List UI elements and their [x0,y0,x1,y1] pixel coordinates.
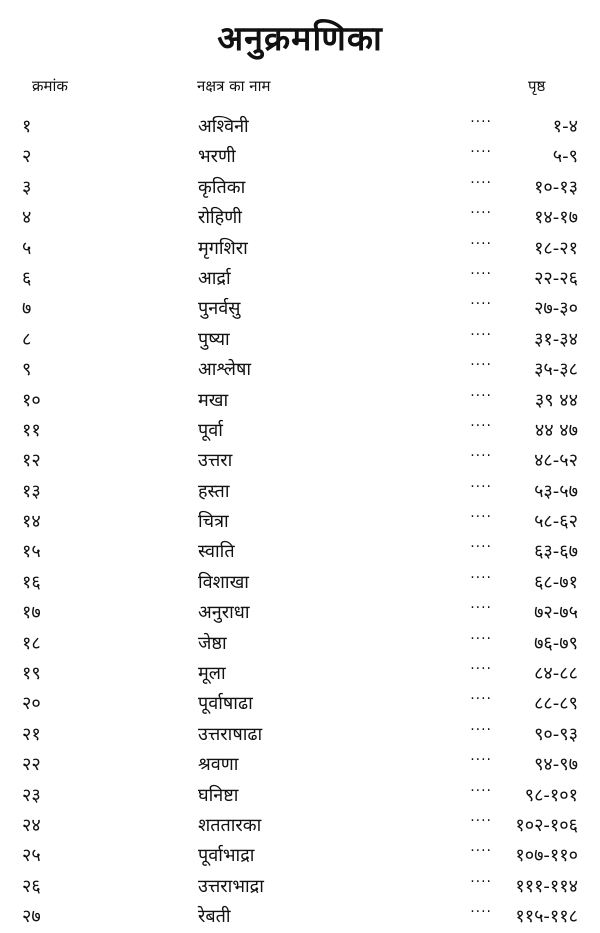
leader-dots: ···· [470,235,492,252]
nakshatra-name: पूर्वाषाढा [198,693,253,715]
leader-dots: ···· [470,904,492,921]
list-item [0,477,600,507]
serial-number: २४ [22,814,41,836]
page-range: ९०-९३ [534,723,578,745]
index-list [0,112,600,933]
nakshatra-name: पुनर्वसु [198,298,241,320]
page-range: १०-१३ [534,176,578,198]
list-item [0,841,600,871]
serial-number: २५ [22,845,41,867]
page-column-header: पृष्ठ [528,77,546,95]
nakshatra-name: पूर्वा [198,419,223,441]
nakshatra-name: रेबती [198,906,231,928]
nakshatra-name: अश्विनी [198,116,249,137]
leader-dots: ···· [470,630,492,647]
leader-dots: ···· [470,205,492,222]
list-item [0,659,600,689]
name-column-header: नक्षत्र का नाम [197,77,271,95]
serial-number: ८ [22,328,32,350]
serial-number: ७ [22,298,32,320]
list-item [0,689,600,719]
list-item [0,750,600,780]
nakshatra-name: शततारका [198,814,262,836]
nakshatra-name: पूर्वाभाद्रा [198,845,255,867]
nakshatra-name: उत्तराभाद्रा [198,875,264,897]
nakshatra-name: भरणी [198,146,236,168]
serial-column-header: क्रमांक [32,77,68,95]
leader-dots: ···· [470,114,492,130]
leader-dots: ···· [470,873,492,890]
leader-dots: ···· [470,417,492,434]
leader-dots: ···· [470,752,492,769]
page-range: ३५-३८ [534,359,578,381]
page-range: ३१-३४ [534,328,578,350]
serial-number: ११ [22,419,41,441]
serial-number: ४ [22,207,32,229]
page-range: १०७-११० [515,845,578,867]
serial-number: २३ [22,784,41,806]
page-range: १११-११४ [515,875,578,897]
page-range: २७-३० [534,298,578,320]
serial-number: १६ [22,571,41,593]
nakshatra-name: घनिष्टा [198,784,239,806]
list-item [0,446,600,476]
list-item [0,416,600,446]
list-item [0,720,600,750]
nakshatra-name: अनुराधा [198,602,250,624]
serial-number: ६ [22,267,32,289]
serial-number: १२ [22,450,41,472]
list-item [0,355,600,385]
page-range: २२-२६ [534,267,578,289]
page-range: १-४ [552,116,578,137]
serial-number: ५ [22,237,32,259]
serial-number: १८ [22,632,41,654]
leader-dots: ···· [470,448,492,465]
leader-dots: ···· [470,691,492,708]
list-item [0,507,600,537]
list-item [0,234,600,264]
list-item [0,142,600,172]
list-item [0,264,600,294]
serial-number: १७ [22,602,41,624]
list-item [0,173,600,203]
nakshatra-name: पुष्या [198,328,230,350]
serial-number: १४ [22,511,41,533]
page-range: ७६-७९ [534,632,578,654]
page-range: ४४ ४७ [534,419,578,441]
page-range: १८-२१ [534,237,578,259]
page-range: ६८-७१ [534,571,578,593]
leader-dots: ···· [470,782,492,799]
nakshatra-name: जेष्ठा [198,632,227,654]
list-item [0,781,600,811]
list-item [0,386,600,416]
leader-dots: ···· [470,539,492,556]
page-range: ५८-६२ [534,511,578,533]
leader-dots: ···· [470,478,492,495]
leader-dots: ···· [470,357,492,374]
serial-number: २ [22,146,32,168]
serial-number: २१ [22,723,41,745]
serial-number: १० [22,389,41,411]
leader-dots: ···· [470,721,492,738]
leader-dots: ···· [470,387,492,404]
page-range: ४८-५२ [534,450,578,472]
list-item [0,294,600,324]
nakshatra-name: स्वाति [198,541,235,563]
leader-dots: ···· [470,509,492,526]
list-item [0,537,600,567]
serial-number: १ [22,116,32,137]
leader-dots: ···· [470,326,492,343]
page-range: ७२-७५ [534,602,578,624]
serial-number: २६ [22,875,41,897]
serial-number: ९ [22,359,32,381]
leader-dots: ···· [470,144,492,161]
list-item [0,598,600,628]
serial-number: २० [22,693,41,715]
page-range: ५-९ [552,146,578,168]
leader-dots: ···· [470,569,492,586]
page-range: ३९ ४४ [534,389,578,411]
leader-dots: ···· [470,174,492,191]
page-range: १०२-१०६ [515,814,578,836]
list-item [0,629,600,659]
serial-number: १३ [22,480,41,502]
nakshatra-name: आर्द्रा [198,267,231,289]
serial-number: १५ [22,541,41,563]
nakshatra-name: कृतिका [198,176,246,198]
page-range: ८८-८९ [534,693,578,715]
nakshatra-name: विशाखा [198,571,249,593]
leader-dots: ···· [470,812,492,829]
nakshatra-name: रोहिणी [198,207,242,229]
page-range: १४-१७ [534,207,578,229]
list-item [0,112,600,142]
list-item [0,872,600,902]
page-range: ९८-१०१ [524,784,578,806]
nakshatra-name: श्रवणा [198,754,239,776]
nakshatra-name: चित्रा [198,511,229,533]
list-item [0,203,600,233]
nakshatra-name: हस्ता [198,480,230,502]
serial-number: ३ [22,176,32,198]
leader-dots: ···· [470,296,492,313]
list-item [0,325,600,355]
page-range: ११५-११८ [515,906,578,928]
list-item [0,568,600,598]
leader-dots: ···· [470,600,492,617]
nakshatra-name: आश्लेषा [198,359,252,381]
leader-dots: ···· [470,265,492,282]
leader-dots: ···· [470,843,492,860]
nakshatra-name: मखा [198,389,229,411]
serial-number: २२ [22,754,41,776]
list-item [0,811,600,841]
nakshatra-name: मूला [198,663,226,685]
serial-number: १९ [22,663,41,685]
nakshatra-name: उत्तरा [198,450,233,472]
serial-number: २७ [22,906,41,928]
page-range: ५३-५७ [534,480,578,502]
nakshatra-name: मृगशिरा [198,237,248,259]
nakshatra-name: उत्तराषाढा [198,723,263,745]
page-range: ६३-६७ [534,541,578,563]
leader-dots: ···· [470,661,492,678]
page-range: ९४-९७ [534,754,578,776]
page-range: ८४-८८ [534,663,578,685]
page-title: अनुक्रमणिका [217,19,383,59]
